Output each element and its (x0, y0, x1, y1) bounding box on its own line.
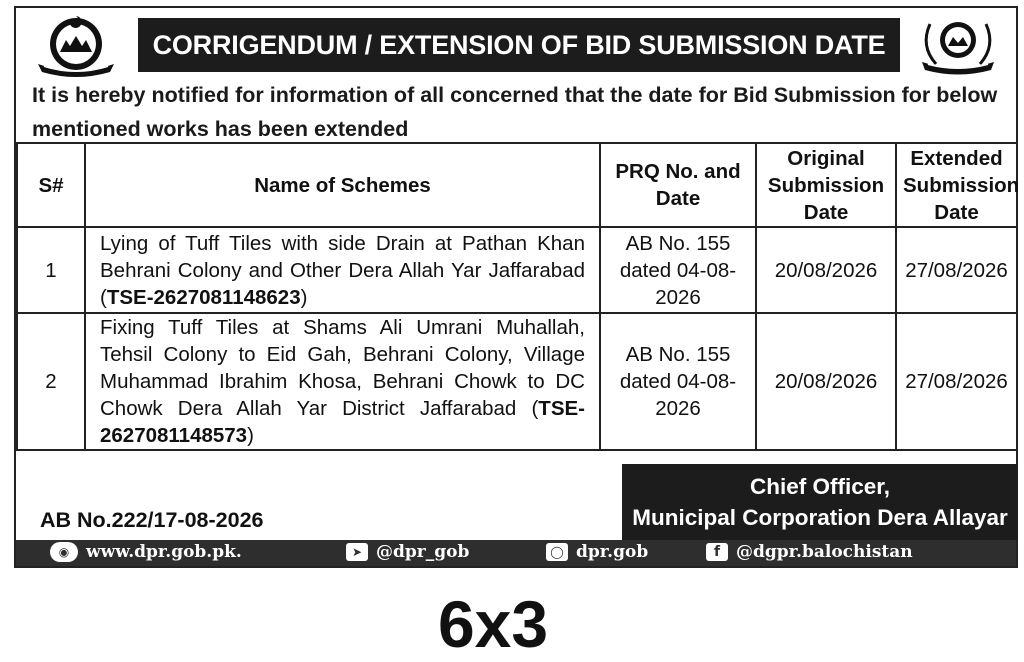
table-row (17, 313, 1017, 450)
tse-number: TSE-2627081148623 (106, 285, 301, 309)
header-original-date: Original Submission Date (756, 143, 896, 227)
row-original-date: 20/08/2026 (756, 313, 896, 450)
row-serial: 1 (17, 227, 85, 313)
row-extended-date: 27/08/2026 (896, 227, 1017, 313)
size-label: 6x3 (437, 587, 549, 661)
scheme-text: Lying of Tuff Tiles with side Drain at Pathan Khan Behrani Colony and Other Dera Allah Yar Jaffarabad ( (100, 231, 585, 309)
twitter-text: @dpr_gob (376, 542, 470, 562)
footer-twitter[interactable] (346, 542, 469, 562)
signature-office: Municipal Corporation Dera Allayar (632, 505, 1008, 530)
signature-block (622, 464, 1018, 540)
facebook-icon: f (706, 543, 728, 561)
page-title: CORRIGENDUM / EXTENSION OF BID SUBMISSION DATE (138, 18, 900, 72)
schemes-table (16, 142, 1018, 451)
instagram-icon: ◯ (546, 543, 568, 561)
facebook-text: @dgpr.balochistan (736, 542, 913, 562)
footer-website[interactable] (50, 542, 242, 562)
header-extended-date: Extended Submission Date (896, 143, 1017, 227)
tse-number: TSE-2627081148573 (100, 397, 585, 447)
header-scheme: Name of Schemes (85, 143, 600, 227)
row-prq: AB No. 155 dated 04-08-2026 (600, 313, 756, 450)
govt-balochistan-emblem-icon (30, 12, 122, 82)
row-serial: 2 (17, 313, 85, 450)
instagram-text: dpr.gob (576, 542, 649, 562)
table-row (17, 227, 1017, 313)
scheme-close: ) (247, 424, 254, 447)
footer-facebook[interactable] (706, 542, 913, 562)
row-original-date: 20/08/2026 (756, 227, 896, 313)
scheme-close: ) (300, 285, 308, 309)
globe-icon: ◉ (50, 542, 78, 562)
dgpr-balochistan-emblem-icon (912, 12, 1004, 82)
notice-text: It is hereby notified for information of all concerned that the date for Bid Submission for below mentioned works has been extended (32, 83, 998, 141)
signature-title: Chief Officer, (749, 474, 891, 499)
row-extended-date: 27/08/2026 (896, 313, 1017, 450)
scheme-text: Fixing Tuff Tiles at Shams Ali Umrani Muhallah, Tehsil Colony to Eid Gah, Behrani Colony, Village Muhammad Ibrahim Khosa, Behrani Chowk to DC Chowk Dera Allah Yar District Jaffarabad ( (100, 316, 585, 420)
header-serial: S# (17, 143, 85, 227)
footer-bar (16, 540, 1016, 566)
website-text: www.dpr.gob.pk. (86, 542, 242, 562)
row-scheme (85, 227, 600, 313)
table-header-row (17, 143, 1017, 227)
row-prq: AB No. 155 dated 04-08-2026 (600, 227, 756, 313)
footer-instagram[interactable] (546, 542, 648, 562)
header-prq: PRQ No. and Date (600, 143, 756, 227)
reference-number: AB No.222/17-08-2026 (40, 508, 264, 532)
twitter-icon: ➤ (346, 543, 368, 561)
row-scheme (85, 313, 600, 450)
